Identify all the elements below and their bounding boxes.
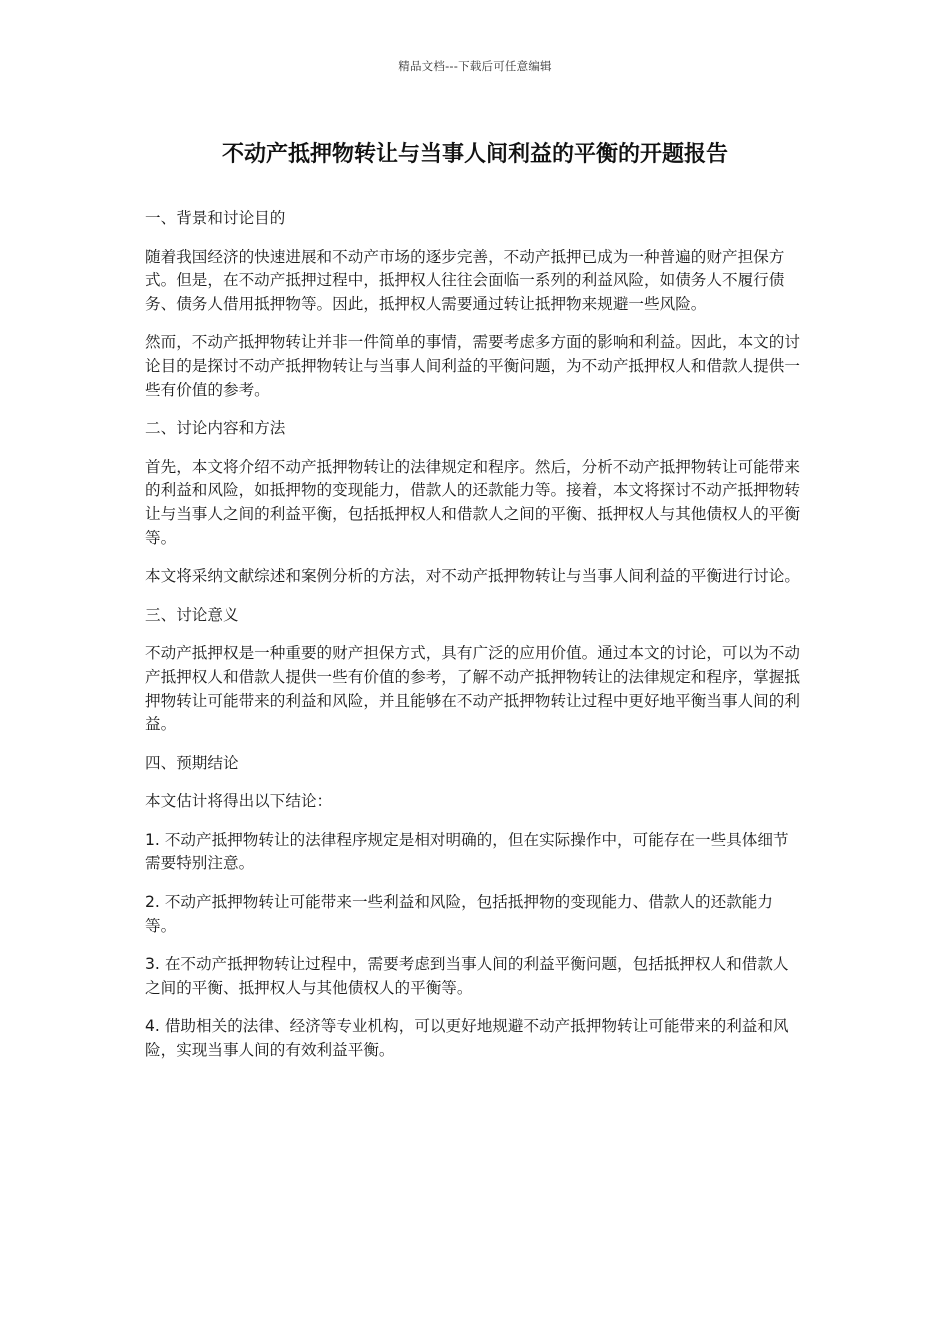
section-heading-background: 一、背景和讨论目的 bbox=[145, 209, 286, 227]
paragraph: 然而，不动产抵押物转让并非一件简单的事情，需要考虑多方面的影响和利益。因此，本文的讨论目的是探讨不动产抵押物转让与当事人间利益的平衡问题，为不动产抵押权人和借款人提供一些有价值的参考。 bbox=[145, 333, 800, 399]
header-note: 精品文档---下载后可任意编辑 bbox=[398, 59, 552, 73]
section-heading-significance: 三、讨论意义 bbox=[145, 605, 239, 624]
document-title: 不动产抵押物转让与当事人间利益的平衡的开题报告 bbox=[221, 142, 728, 167]
paragraph: 随着我国经济的快速进展和不动产市场的逐步完善，不动产抵押已成为一种普遍的财产担保方式。但是，在不动产抵押过程中，抵押权人往往会面临一系列的利益风险，如债务人不履行债务、债务人借用抵押物等。因此，抵押权人需要通过转让抵押物来规避一些风险。 bbox=[145, 247, 785, 313]
section-heading-content-method: 二、讨论内容和方法 bbox=[145, 419, 286, 438]
conclusion-item: 3. 在不动产抵押物转让过程中，需要考虑到当事人间的利益平衡问题，包括抵押权人和借款人之间的平衡、抵押权人与其他债权人的平衡等。 bbox=[145, 955, 789, 997]
section-heading-conclusions: 四、预期结论 bbox=[145, 753, 239, 772]
document-body bbox=[145, 207, 800, 1078]
conclusion-item: 4. 借助相关的法律、经济等专业机构，可以更好地规避不动产抵押物转让可能带来的利益和风险，实现当事人间的有效利益平衡。 bbox=[145, 1017, 789, 1060]
paragraph: 不动产抵押权是一种重要的财产担保方式，具有广泛的应用价值。通过本文的讨论，可以为不动产抵押权人和借款人提供一些有价值的参考，了解不动产抵押物转让的法律规定和程序，掌握抵押物转让可能带来的利益和风险，并且能够在不动产抵押物转让过程中更好地平衡当事人间的利益。 bbox=[145, 644, 800, 734]
paragraph: 本文将采纳文献综述和案例分析的方法，对不动产抵押物转让与当事人间利益的平衡进行讨论。 bbox=[145, 567, 800, 586]
paragraph: 本文估计将得出以下结论： bbox=[145, 792, 333, 811]
paragraph: 首先，本文将介绍不动产抵押物转让的法律规定和程序。然后，分析不动产抵押物转让可能带来的利益和风险，如抵押物的变现能力，借款人的还款能力等。接着，本文将探讨不动产抵押物转让与当事人之间的利益平衡，包括抵押权人和借款人之间的平衡、抵押权人与其他债权人的平衡等。 bbox=[145, 457, 800, 547]
conclusion-item: 1. 不动产抵押物转让的法律程序规定是相对明确的，但在实际操作中，可能存在一些具体细节需要特别注意。 bbox=[145, 830, 789, 873]
conclusion-item: 2. 不动产抵押物转让可能带来一些利益和风险，包括抵押物的变现能力、借款人的还款能力等。 bbox=[145, 893, 773, 935]
